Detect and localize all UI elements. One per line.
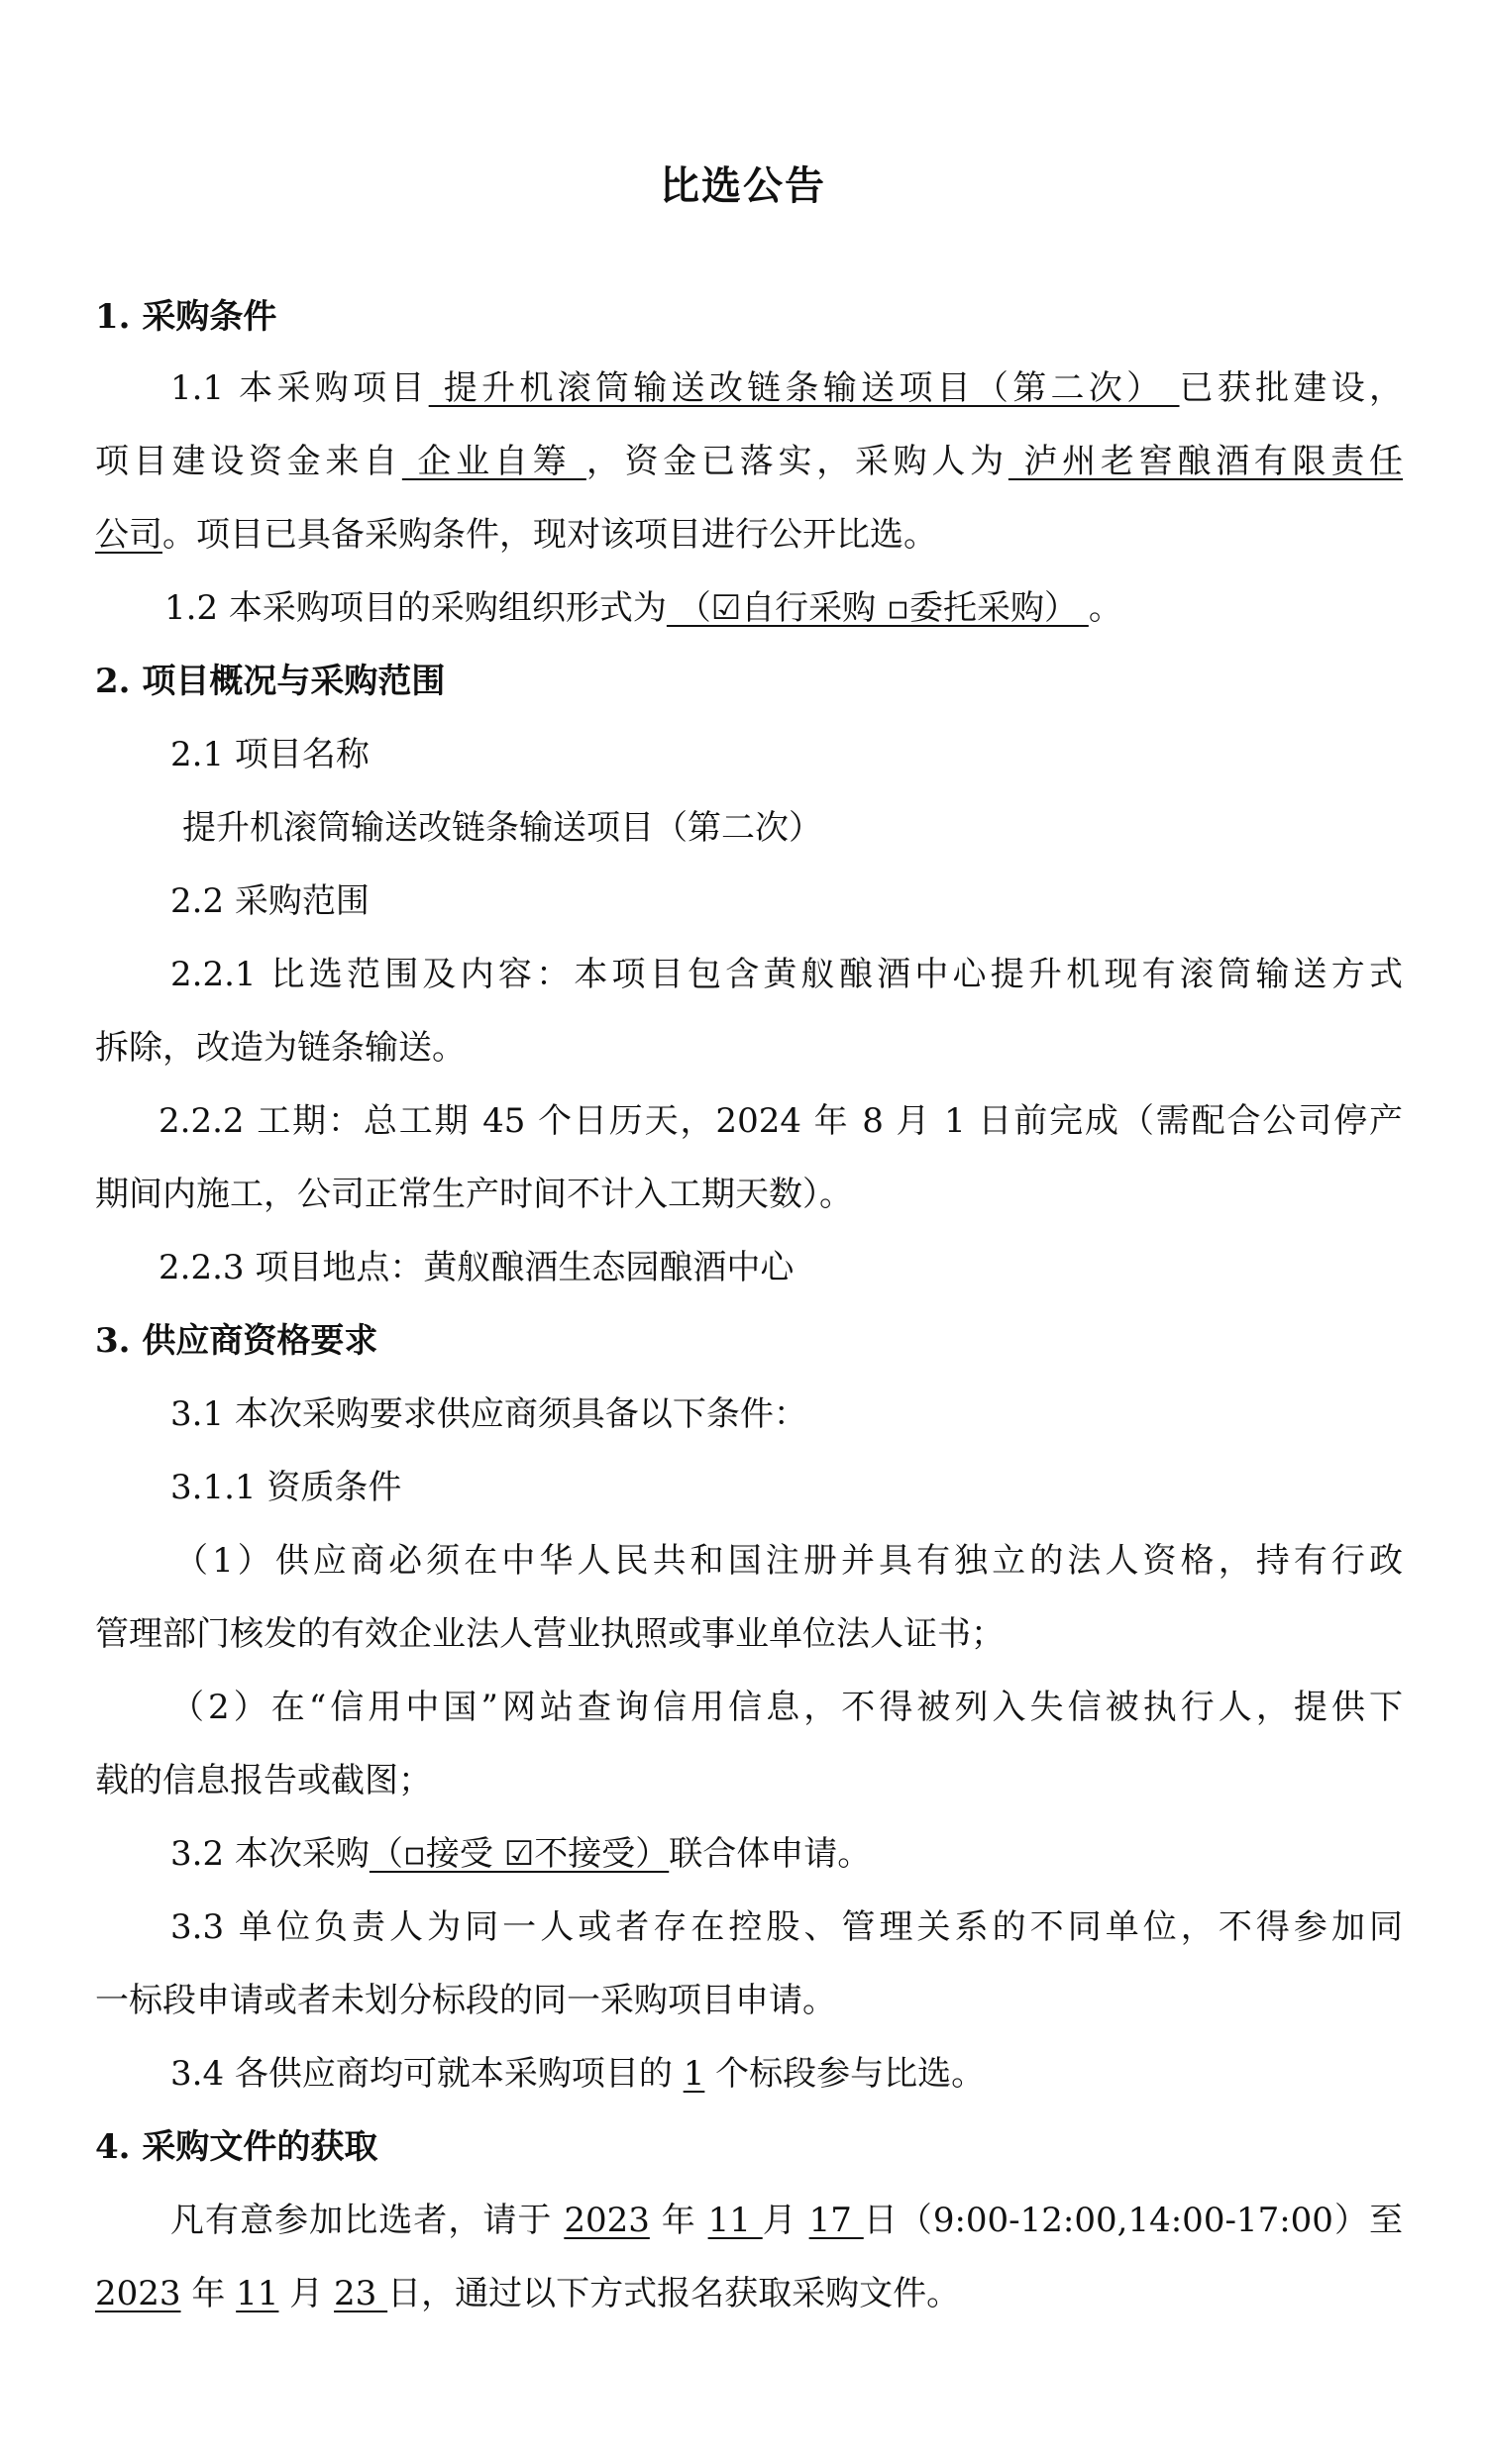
paragraph-3-1-1: 3.1.1 资质条件: [170, 1468, 402, 1507]
p4-text-g: 日，通过以下方式报名获取采购文件。: [387, 2274, 961, 2313]
paragraph-1-1-line-2: [95, 438, 1403, 485]
p11-text-d: ，资金已落实，采购人为: [585, 442, 1008, 481]
section-4-heading: 4. 采购文件的获取: [95, 2127, 378, 2167]
p4-text-f: 月: [278, 2274, 335, 2313]
p4-text-c: 月: [762, 2201, 809, 2240]
condition-2-line-2: 载的信息报告或截图；: [95, 1761, 432, 1800]
p12-text-b: 。: [1088, 588, 1122, 628]
procurement-form: （☑自行采购 ▫委托采购）: [666, 588, 1089, 628]
purchaser-name-part-1: 泸州老窖酿酒有限责任: [1008, 442, 1404, 481]
lot-count: 1: [683, 2054, 705, 2094]
project-name: 提升机滚筒输送改链条输送项目（第二次）: [428, 368, 1180, 408]
end-year: 2023: [95, 2274, 181, 2313]
p34-text-a: 3.4 各供应商均可就本采购项目的: [170, 2054, 684, 2094]
project-name-value: 提升机滚筒输送改链条输送项目（第二次）: [182, 808, 822, 848]
p4-text-e: 年: [180, 2274, 237, 2313]
paragraph-3-4: [170, 2050, 1478, 2098]
paragraph-3-1: 3.1 本次采购要求供应商须具备以下条件：: [170, 1394, 807, 1434]
paragraph-2-2-2-line-1: 2.2.2 工期：总工期 45 个日历天，2024 年 8 月 1 日前完成（需配合公司停产: [159, 1101, 1403, 1141]
p11-text-a: 1.1 本采购项目: [170, 368, 429, 408]
p11-text-c: 项目建设资金来自: [95, 442, 402, 481]
paragraph-3-3-line-2: 一标段申请或者未划分标段的同一采购项目申请。: [95, 1981, 836, 2020]
condition-2-line-1: （2）在“信用中国”网站查询信用信息，不得被列入失信被执行人，提供下: [170, 1688, 1403, 1727]
p12-text-a: 1.2 本采购项目的采购组织形式为: [164, 588, 667, 628]
section-3-heading: 3. 供应商资格要求: [95, 1321, 378, 1361]
start-year: 2023: [564, 2201, 650, 2240]
p32-text-b: 联合体申请。: [669, 1834, 872, 1874]
paragraph-2-2-3: 2.2.3 项目地点：黄舣酿酒生态园酿酒中心: [159, 1248, 795, 1287]
section-1-heading: 1. 采购条件: [95, 297, 277, 337]
paragraph-2-2-1-line-2: 拆除，改造为链条输送。: [95, 1028, 466, 1068]
paragraph-4-line-1: [170, 2197, 1403, 2244]
paragraph-3-3-line-1: 3.3 单位负责人为同一人或者存在控股、管理关系的不同单位，不得参加同: [170, 1907, 1403, 1947]
page-title: 比选公告: [660, 162, 826, 209]
p11-text-e: 。项目已具备采购条件，现对该项目进行公开比选。: [162, 515, 937, 555]
paragraph-2-2-label: 2.2 采购范围: [170, 881, 370, 921]
paragraph-2-1-label: 2.1 项目名称: [170, 735, 370, 774]
paragraph-1-1-line-3: [95, 511, 1403, 559]
purchaser-name-part-2: 公司: [95, 515, 162, 555]
p32-text-a: 3.2 本次采购: [170, 1834, 370, 1874]
end-day: 23: [334, 2274, 388, 2313]
condition-1-line-2: 管理部门核发的有效企业法人营业执照或事业单位法人证书；: [95, 1614, 1005, 1654]
paragraph-1-2: [164, 584, 1472, 632]
paragraph-3-2: [170, 1830, 1478, 1878]
paragraph-2-2-1-line-1: 2.2.1 比选范围及内容：本项目包含黄舣酿酒中心提升机现有滚筒输送方式: [170, 955, 1403, 994]
p4-text-b: 年: [649, 2201, 708, 2240]
paragraph-2-2-2-line-2: 期间内施工，公司正常生产时间不计入工期天数）。: [95, 1175, 853, 1214]
start-day: 17: [808, 2201, 864, 2240]
p4-text-d: 日（9:00-12:00,14:00-17:00）至: [863, 2201, 1404, 2240]
end-month: 11: [236, 2274, 279, 2313]
paragraph-4-line-2: [95, 2270, 1403, 2317]
consortium-option: （▫接受 ☑不接受）: [369, 1834, 670, 1874]
start-month: 11: [707, 2201, 763, 2240]
condition-1-line-1: （1）供应商必须在中华人民共和国注册并具有独立的法人资格，持有行政: [174, 1541, 1403, 1581]
paragraph-1-1-line-1: [170, 364, 1403, 412]
fund-source: 企业自筹: [401, 442, 586, 481]
section-2-heading: 2. 项目概况与采购范围: [95, 662, 446, 701]
p34-text-b: 个标段参与比选。: [704, 2054, 986, 2094]
p4-text-a: 凡有意参加比选者，请于: [170, 2201, 565, 2240]
p11-text-b: 已获批建设，: [1179, 368, 1403, 408]
